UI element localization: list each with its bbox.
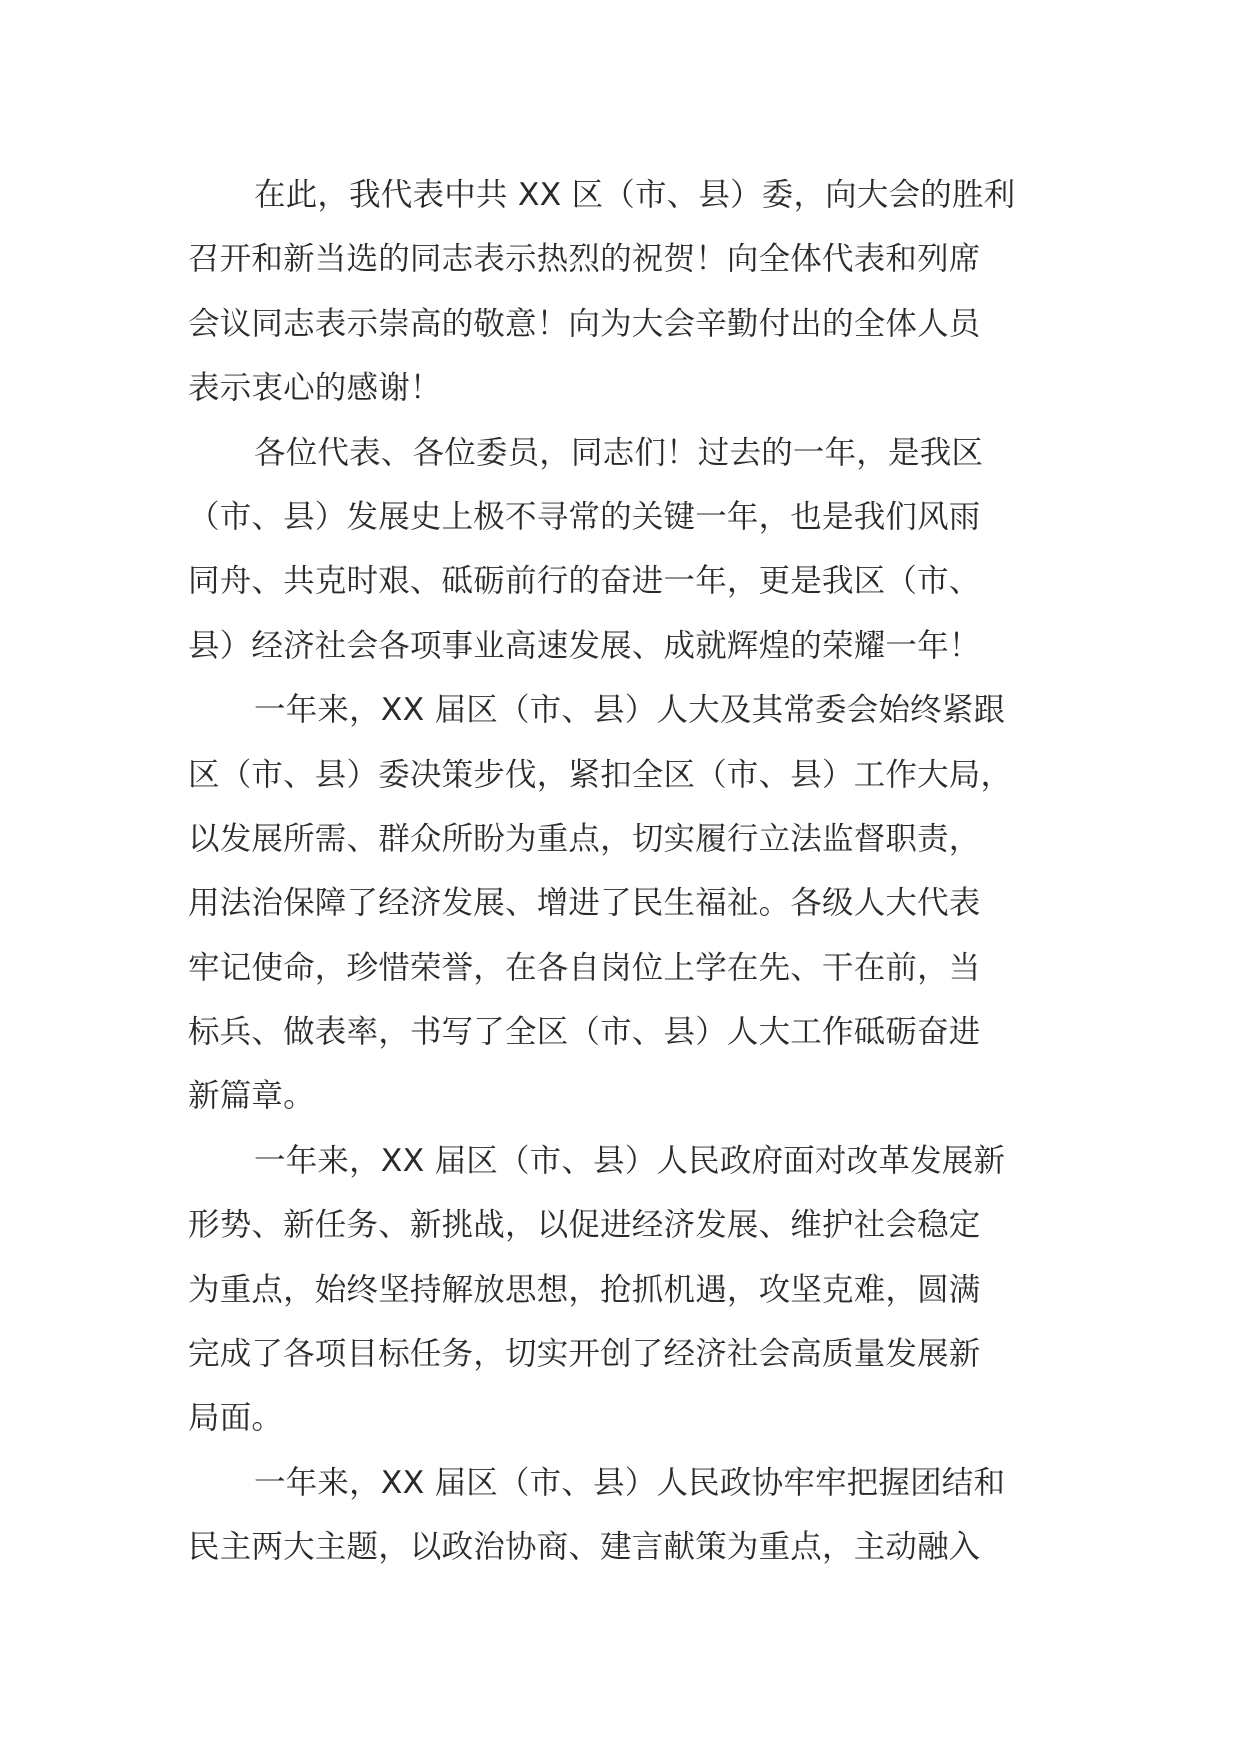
text-line: 一年来，XX 届区（市、县）人大及其常委会始终紧跟 <box>254 692 1006 729</box>
text-line: 各位代表、各位委员，同志们！过去的一年，是我区 <box>254 434 984 471</box>
text-line: 县）经济社会各项事业高速发展、成就辉煌的荣耀一年！ <box>188 627 981 664</box>
text-line: 牢记使命，珍惜荣誉，在各自岗位上学在先、干在前，当 <box>188 949 981 986</box>
paragraph-past-year <box>188 421 1056 679</box>
text-line: 表示衷心的感谢！ <box>188 370 442 407</box>
text-line: （市、县）发展史上极不寻常的关键一年，也是我们风雨 <box>188 498 981 535</box>
text-line: 完成了各项目标任务，切实开创了经济社会高质量发展新 <box>188 1336 981 1373</box>
paragraph-government <box>188 1129 1056 1451</box>
document-body <box>188 163 1056 1580</box>
text-line: 区（市、县）委决策步伐，紧扣全区（市、县）工作大局， <box>188 756 1013 793</box>
text-line: 同舟、共克时艰、砥砺前行的奋进一年，更是我区（市、 <box>188 563 981 600</box>
text-line: 会议同志表示崇高的敬意！向为大会辛勤付出的全体人员 <box>188 305 981 342</box>
text-line: 在此，我代表中共 XX 区（市、县）委，向大会的胜利 <box>254 177 1016 213</box>
text-line: 民主两大主题，以政治协商、建言献策为重点，主动融入 <box>188 1529 981 1566</box>
text-line: 标兵、做表率，书写了全区（市、县）人大工作砥砺奋进 <box>188 1014 981 1051</box>
paragraph-peoples-congress <box>188 678 1056 1129</box>
text-line: 召开和新当选的同志表示热烈的祝贺！向全体代表和列席 <box>188 241 981 278</box>
text-line: 以发展所需、群众所盼为重点，切实履行立法监督职责， <box>188 820 981 857</box>
text-line: 新篇章。 <box>188 1078 315 1115</box>
text-line: 形势、新任务、新挑战，以促进经济发展、维护社会稳定 <box>188 1207 981 1244</box>
text-line: 一年来，XX 届区（市、县）人民政府面对改革发展新 <box>254 1142 1006 1179</box>
paragraph-cppcc <box>188 1451 1056 1580</box>
text-line: 局面。 <box>188 1400 284 1437</box>
text-line: 一年来，XX 届区（市、县）人民政协牢牢把握团结和 <box>254 1464 1006 1501</box>
text-line: 为重点，始终坚持解放思想，抢抓机遇，攻坚克难，圆满 <box>188 1271 981 1308</box>
text-line: 用法治保障了经济发展、增进了民生福祉。各级人大代表 <box>188 885 981 922</box>
paragraph-greeting <box>188 163 1056 421</box>
